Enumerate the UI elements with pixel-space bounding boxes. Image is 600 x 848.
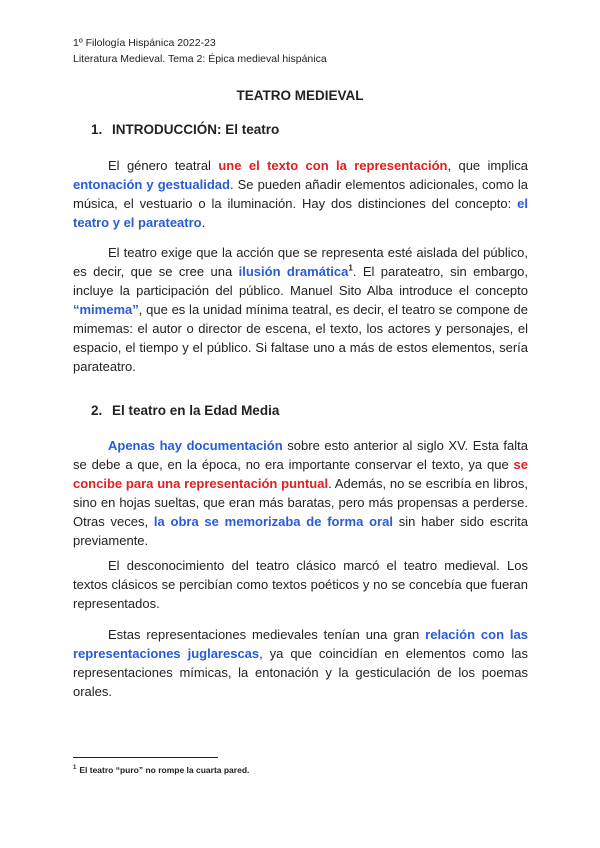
text-run: El teatro exige que la acción que se representa esté aislada del público, es decir, que se cree una [73, 245, 528, 279]
text-run: . [201, 215, 206, 230]
paragraph-illusion [73, 243, 528, 376]
footnote-number: 1 [73, 765, 77, 772]
text-run: sobre esto anterior al siglo XV. Esta falta se debe a que, en la época, no era importante conservar el texto, ya que [73, 438, 528, 472]
highlight-blue: la obra se memorizaba de forma oral [153, 514, 393, 529]
text-run: . Se pueden añadir elementos adicionales, como la música, el vestuario o la iluminación. Hay dos distinciones del concepto: [73, 177, 529, 211]
text-run: , ya que coincidían en elementos como las representaciones mímicas, la entonación y la gesticulación de los poemas orales. [73, 646, 528, 699]
footnote-text: El teatro “puro” no rompe la cuarta pared. [79, 765, 250, 775]
section-heading-1 [91, 122, 279, 137]
paragraph-intro [73, 156, 528, 232]
paragraph-juglarescas [73, 625, 528, 701]
text-run: . Además, no se escribía en libros, sino en hojas sueltas, que eran más baratas, pero más propensas a perderse. Otras veces, [73, 476, 529, 529]
text-run: , que implica [447, 158, 529, 173]
document-header [73, 35, 327, 67]
section-number: 2. [91, 403, 103, 418]
paragraph-documentation [73, 436, 528, 550]
section-number: 1. [91, 122, 103, 137]
course-label: 1º Filología Hispánica 2022-23 [73, 37, 216, 49]
highlight-red: une el texto con la representación [218, 158, 448, 173]
text-run: El género teatral [108, 158, 219, 173]
text-run: El desconocimiento del teatro clásico marcó el teatro medieval. Los textos clásicos se percibían como textos poéticos y no se concebía que fueran representados. [73, 558, 528, 611]
highlight-blue: el teatro y el parateatro [73, 196, 528, 230]
subject-label: Literatura Medieval. Tema 2: Épica medieval hispánica [73, 53, 327, 65]
highlight-blue: entonación y gestualidad [73, 177, 230, 192]
footnote-divider [73, 757, 218, 758]
text-run: . El parateatro, sin embargo, incluye la participación del público. Manuel Sito Alba introduce el concepto [73, 264, 529, 298]
section-title: El teatro en la Edad Media [112, 403, 280, 418]
highlight-blue: “mimema” [73, 302, 139, 317]
footnote-ref[interactable]: 1 [348, 263, 353, 273]
highlight-red: se concibe para una representación puntual [73, 457, 528, 491]
highlight-blue: relación con las representaciones juglarescas [73, 627, 528, 661]
section-heading-2 [91, 403, 279, 418]
footnote [73, 765, 249, 775]
text-run: Estas representaciones medievales tenían una gran [108, 627, 426, 642]
text-run: sin haber sido escrita previamente. [73, 514, 529, 548]
highlight-blue: Apenas hay documentación [108, 438, 283, 453]
highlight-blue: ilusión dramática [238, 264, 349, 279]
text-run: , que es la unidad mínima teatral, es decir, el teatro se compone de mimemas: el autor o director de escena, el texto, los actores y personajes, el espacio, el tiempo y el público. Si faltase uno a más de estos elementos, sería parateatro. [73, 302, 528, 374]
paragraph-classical [73, 556, 528, 613]
section-title: INTRODUCCIÓN: El teatro [112, 122, 280, 137]
page-title: TEATRO MEDIEVAL [236, 88, 364, 103]
